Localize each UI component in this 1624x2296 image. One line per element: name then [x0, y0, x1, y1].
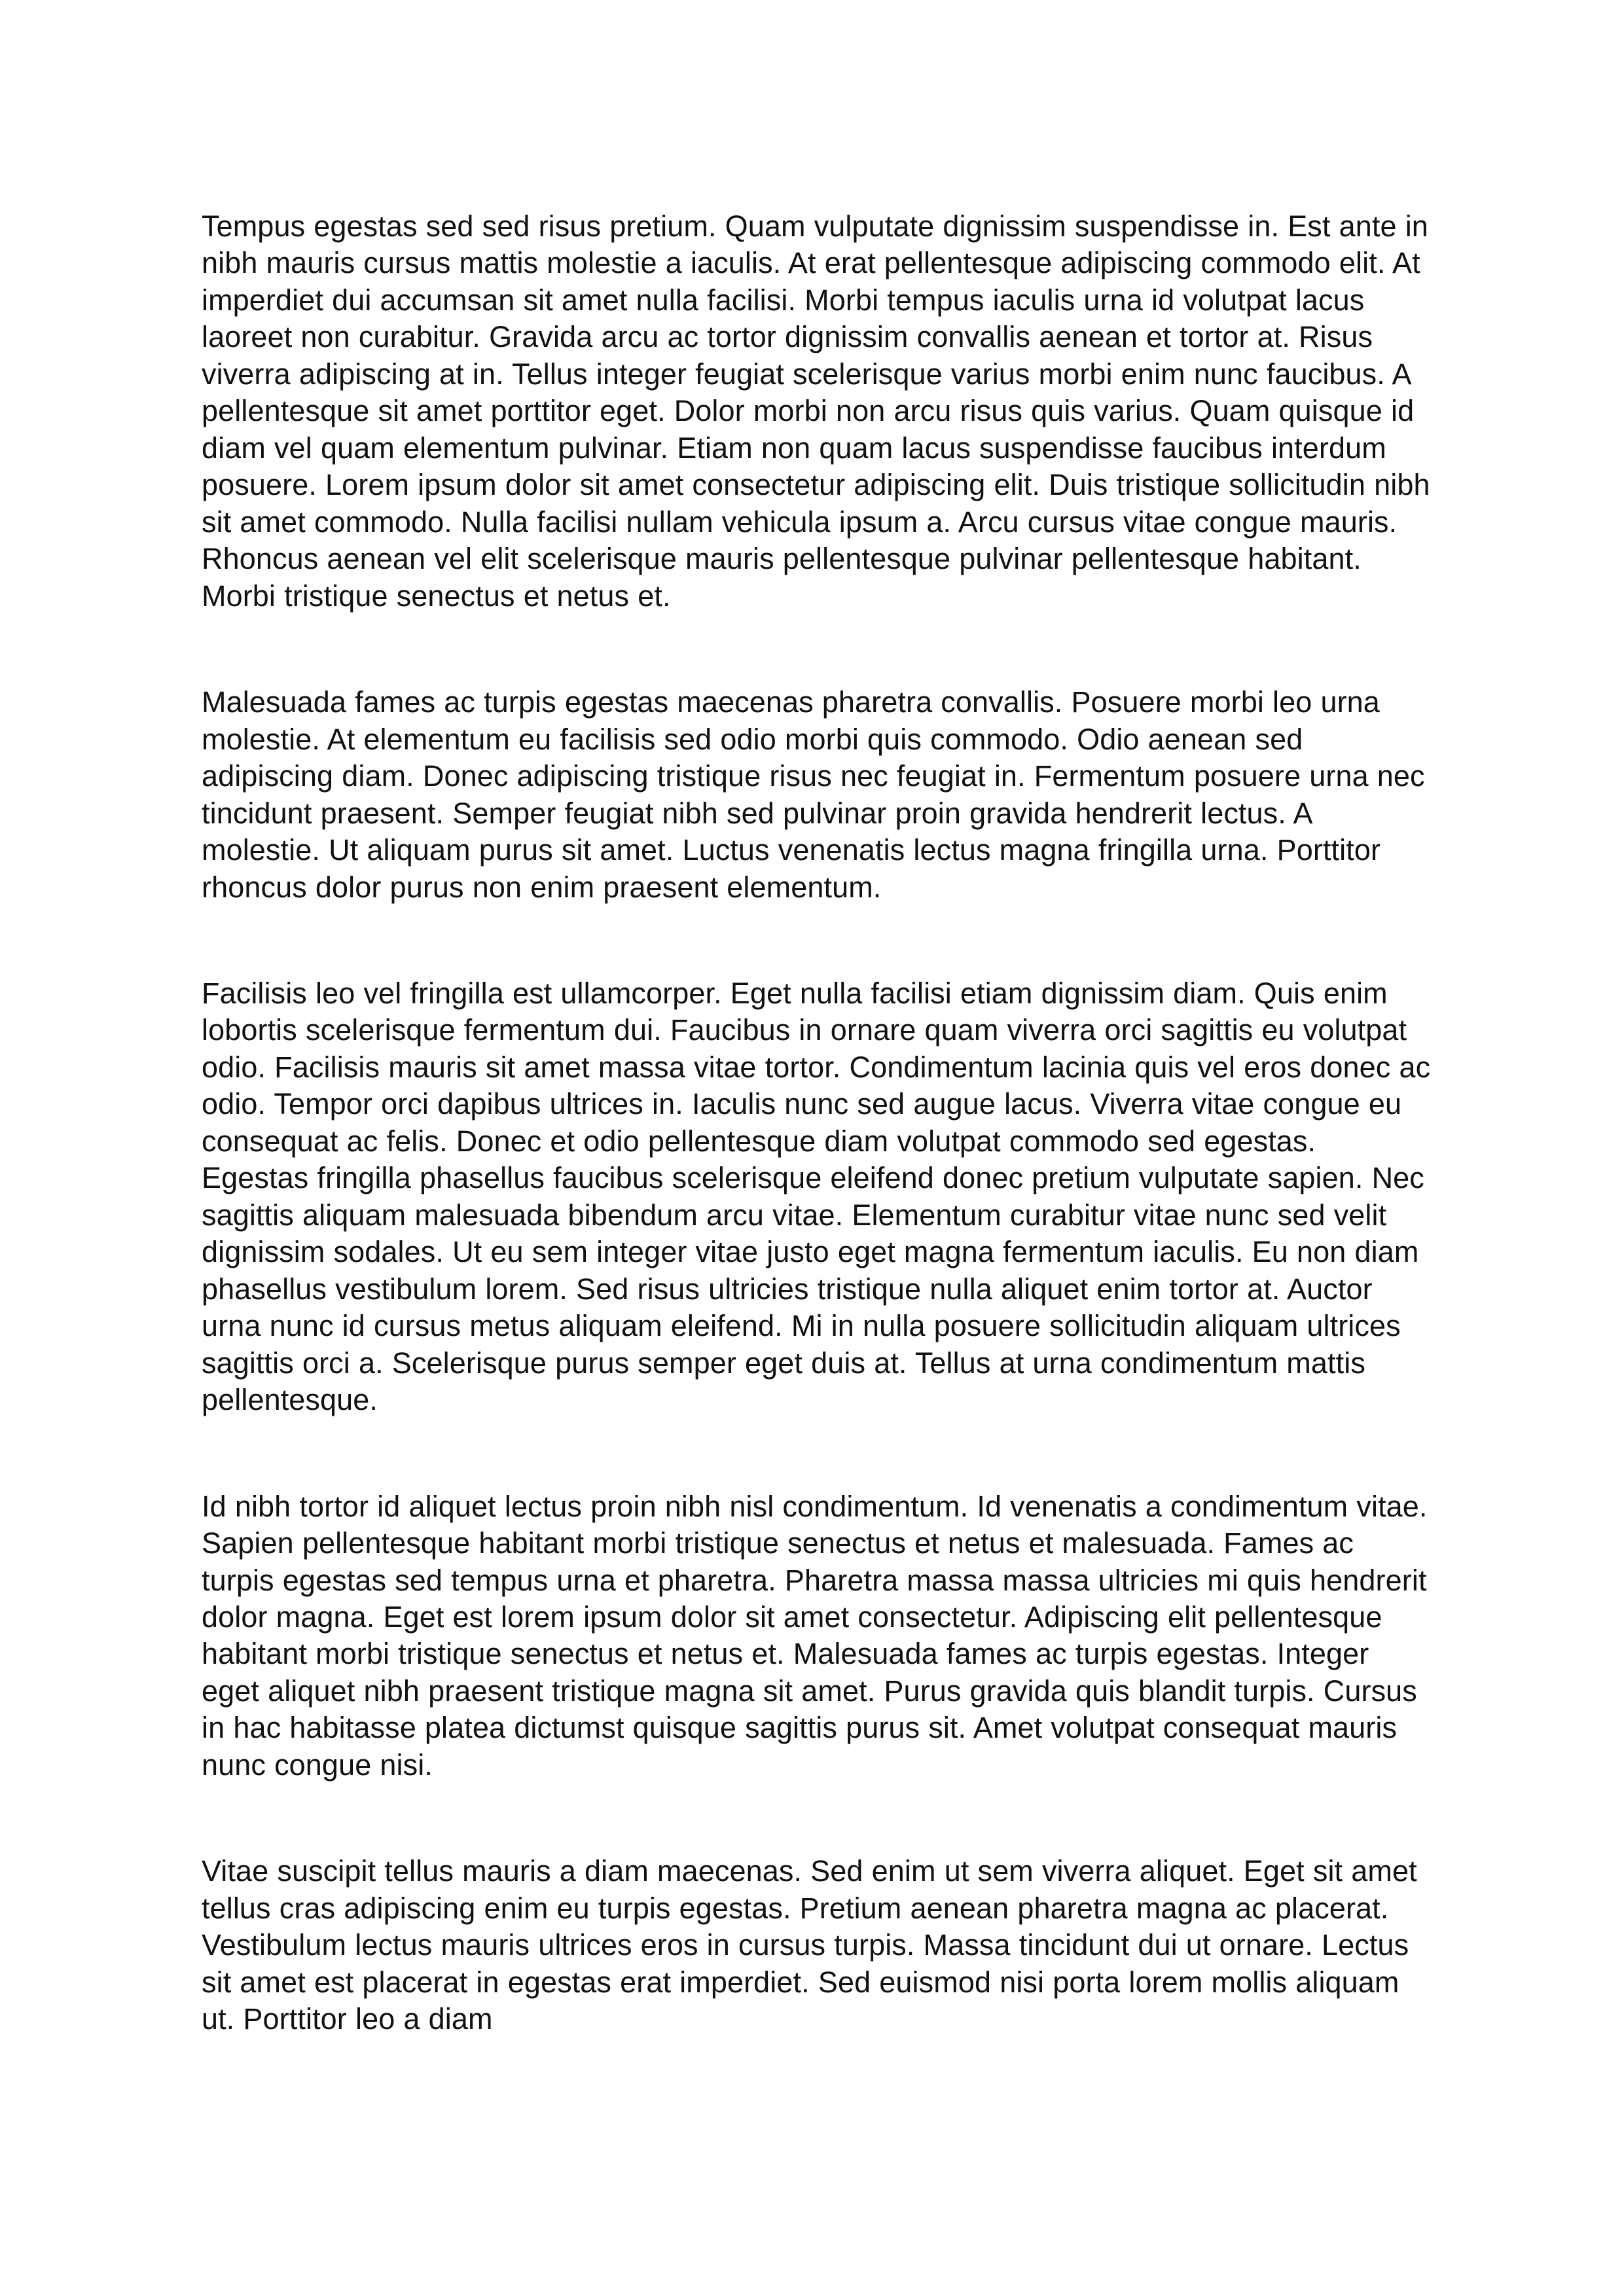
- paragraph-1: Tempus egestas sed sed risus pretium. Quam vulputate dignissim suspendisse in. Est ante in nibh mauris cursus mattis molestie a iaculis. At erat pellentesque adipiscing commodo elit. At imperdiet dui accumsan sit amet nulla facilisi. Morbi tempus iaculis urna id volutpat lacus laoreet non curabitur. Gravida arcu ac tortor dignissim convallis aenean et tortor at. Risus viverra adipiscing at in. Tellus integer feugiat scelerisque varius morbi enim nunc faucibus. A pellentesque sit amet porttitor eget. Dolor morbi non arcu risus quis varius. Quam quisque id diam vel quam elementum pulvinar. Etiam non quam lacus suspendisse faucibus interdum posuere. Lorem ipsum dolor sit amet consectetur adipiscing elit. Duis tristique sollicitudin nibh sit amet commodo. Nulla facilisi nullam vehicula ipsum a. Arcu cursus vitae congue mauris. Rhoncus aenean vel elit scelerisque mauris pellentesque pulvinar pellentesque habitant. Morbi tristique senectus et netus et.: [202, 209, 1430, 613]
- paragraph-3: Facilisis leo vel fringilla est ullamcorper. Eget nulla facilisi etiam dignissim diam. Quis enim lobortis scelerisque fermentum dui. Faucibus in ornare quam viverra orci sagittis eu volutpat odio. Facilisis mauris sit amet massa vitae tortor. Condimentum lacinia quis vel eros donec ac odio. Tempor orci dapibus ultrices in. Iaculis nunc sed augue lacus. Viverra vitae congue eu consequat ac felis. Donec et odio pellentesque diam volutpat commodo sed egestas. Egestas fringilla phasellus faucibus scelerisque eleifend donec pretium vulputate sapien. Nec sagittis aliquam malesuada bibendum arcu vitae. Elementum curabitur vitae nunc sed velit dignissim sodales. Ut eu sem integer vitae justo eget magna fermentum iaculis. Eu non diam phasellus vestibulum lorem. Sed risus ultricies tristique nulla aliquet enim tortor at. Auctor urna nunc id cursus metus aliquam eleifend. Mi in nulla posuere sollicitudin aliquam ultrices sagittis orci a. Scelerisque purus semper eget duis at. Tellus at urna condimentum mattis pellentesque.: [202, 976, 1431, 1417]
- paragraph-5: Vitae suscipit tellus mauris a diam maecenas. Sed enim ut sem viverra aliquet. Eget sit amet tellus cras adipiscing enim eu turpis egestas. Pretium aenean pharetra magna ac placerat. Vestibulum lectus mauris ultrices eros in cursus turpis. Massa tincidunt dui ut ornare. Lectus sit amet est placerat in egestas erat imperdiet. Sed euismod nisi porta lorem mollis aliquam ut. Porttitor leo a diam: [202, 1854, 1417, 2036]
- paragraph-4: Id nibh tortor id aliquet lectus proin nibh nisl condimentum. Id venenatis a condimentum vitae. Sapien pellentesque habitant morbi tristique senectus et netus et malesuada. Fames ac turpis egestas sed tempus urna et pharetra. Pharetra massa massa ultricies mi quis hendrerit dolor magna. Eget est lorem ipsum dolor sit amet consectetur. Adipiscing elit pellentesque habitant morbi tristique senectus et netus et. Malesuada fames ac turpis egestas. Integer eget aliquet nibh praesent tristique magna sit amet. Purus gravida quis blandit turpis. Cursus in hac habitasse platea dictumst quisque sagittis purus sit. Amet volutpat consequat mauris nunc congue nisi.: [202, 1489, 1428, 1782]
- document-body: [202, 208, 1431, 2038]
- paragraph-2: Malesuada fames ac turpis egestas maecenas pharetra convallis. Posuere morbi leo urna molestie. At elementum eu facilisis sed odio morbi quis commodo. Odio aenean sed adipiscing diam. Donec adipiscing tristique risus nec feugiat in. Fermentum posuere urna nec tincidunt praesent. Semper feugiat nibh sed pulvinar proin gravida hendrerit lectus. A molestie. Ut aliquam purus sit amet. Luctus venenatis lectus magna fringilla urna. Porttitor rhoncus dolor purus non enim praesent elementum.: [202, 685, 1425, 904]
